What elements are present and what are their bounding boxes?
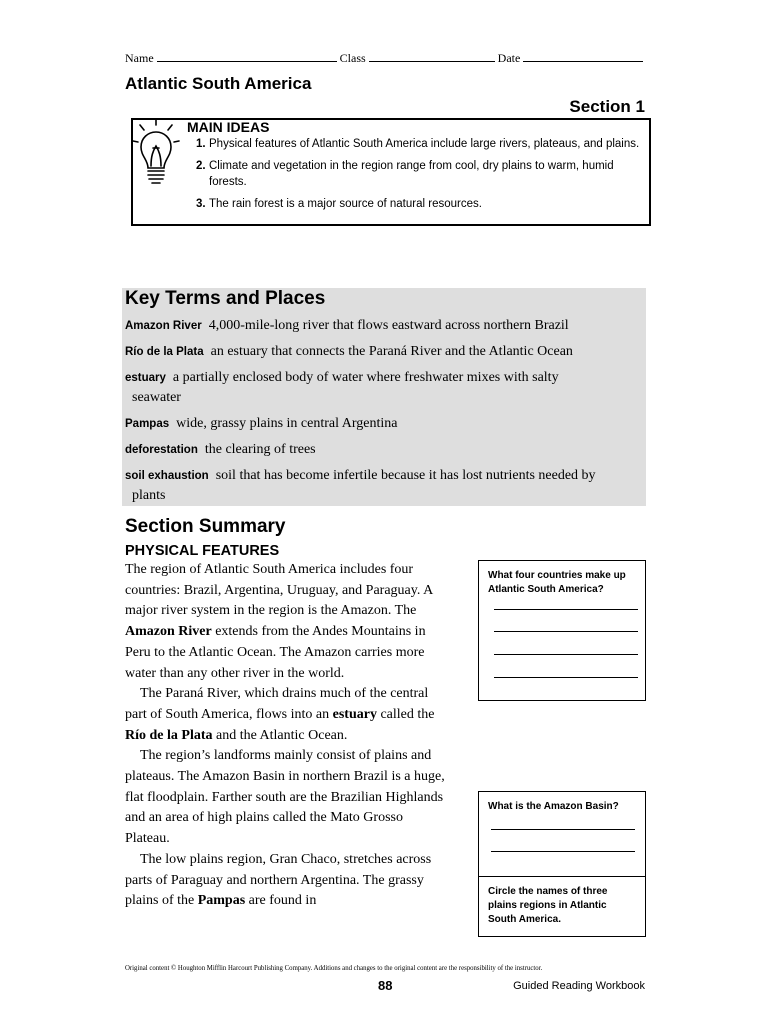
key-term: deforestation: [125, 444, 198, 456]
text-run: extends from the Andes Mountains in Peru to the Atlantic Ocean. The Amazon carries more water than any other river in the world.: [125, 624, 426, 681]
main-idea-text: Physical features of Atlantic South America include large rivers, plateaus, and plains.: [209, 138, 640, 150]
question-box: [478, 876, 646, 937]
text-run: called the: [376, 706, 435, 722]
lightbulb-icon: [131, 118, 181, 188]
answer-line[interactable]: [494, 677, 638, 678]
key-term-definition-continued: seawater: [132, 390, 181, 405]
main-idea-text: Climate and vegetation in the region range from cool, dry plains to warm, humid forests.: [209, 160, 614, 188]
date-label: Date: [497, 51, 521, 65]
main-idea-text: The rain forest is a major source of natural resources.: [209, 198, 482, 210]
summary-paragraph: The region’s landforms mainly consist of plains and plateaus. The Amazon Basin in northern Brazil is a huge, flat floodplain. Farther south are the Brazilian Highlands and an area of high plains called the Mato Grosso Plateau.: [125, 748, 445, 847]
copyright-note: Original content © Houghton Mifflin Harcourt Publishing Company. Additions and changes to the original content are the responsibility of the instructor.: [125, 965, 543, 972]
main-ideas-heading: MAIN IDEAS: [187, 119, 270, 135]
main-idea-number: 2.: [196, 160, 206, 172]
key-term-inline: Pampas: [197, 893, 246, 909]
page-number: 88: [378, 978, 393, 993]
key-term-definition: wide, grassy plains in central Argentina: [176, 416, 398, 431]
key-term-definition: 4,000-mile-long river that flows eastward across northern Brazil: [208, 318, 569, 333]
physical-features-subheading: PHYSICAL FEATURES: [125, 543, 280, 559]
name-blank[interactable]: [157, 51, 337, 62]
question-box: [478, 560, 646, 701]
section-label: Section 1: [569, 97, 645, 116]
main-idea-item: [196, 158, 651, 190]
key-term-row: [125, 368, 640, 408]
date-blank[interactable]: [523, 51, 643, 62]
class-label: Class: [339, 51, 366, 65]
answer-line[interactable]: [494, 609, 638, 610]
key-terms-heading: Key Terms and Places: [125, 288, 326, 309]
key-term-row: [125, 414, 640, 434]
key-term-row: [125, 342, 640, 362]
key-term-definition: the clearing of trees: [204, 442, 316, 457]
key-term-definition: a partially enclosed body of water where freshwater mixes with salty: [172, 370, 559, 385]
key-term-inline: Amazon River: [125, 624, 212, 640]
text-run: and the Atlantic Ocean.: [212, 727, 348, 743]
main-ideas-list: [196, 136, 651, 218]
question-box: [478, 791, 646, 877]
key-term: soil exhaustion: [125, 470, 209, 482]
class-blank[interactable]: [369, 51, 495, 62]
answer-line[interactable]: [491, 851, 635, 852]
key-term-row: [125, 440, 640, 460]
workbook-title: Guided Reading Workbook: [513, 980, 645, 992]
chapter-title: Atlantic South America: [125, 74, 312, 93]
key-terms-list: [125, 316, 640, 512]
key-term-inline: Río de la Plata: [125, 727, 213, 743]
key-term-row: [125, 466, 640, 506]
question-text: What is the Amazon Basin?: [488, 801, 619, 812]
main-idea-item: [196, 196, 651, 212]
key-term: Río de la Plata: [125, 346, 204, 358]
key-term-definition: soil that has become infertile because it has lost nutrients needed by: [215, 468, 596, 483]
summary-paragraph: [125, 850, 447, 912]
key-term: Pampas: [125, 418, 170, 430]
key-term: Amazon River: [125, 320, 202, 332]
question-text: What four countries make up Atlantic South America?: [488, 570, 626, 595]
name-label: Name: [125, 51, 154, 65]
main-idea-item: [196, 136, 651, 152]
question-text: Circle the names of three plains regions in Atlantic South America.: [488, 886, 608, 925]
key-term-inline: estuary: [332, 706, 377, 722]
text-run: The region of Atlantic South America includes four countries: Brazil, Argentina, Uruguay, and Paraguay. A major river system in the region is the Amazon. The: [125, 562, 433, 619]
answer-line[interactable]: [494, 654, 638, 655]
main-idea-number: 1.: [196, 138, 206, 150]
summary-paragraph: [125, 560, 447, 684]
summary-paragraph: [125, 684, 447, 746]
text-run: are found in: [245, 893, 317, 909]
key-term-definition: an estuary that connects the Paraná River and the Atlantic Ocean: [210, 344, 573, 359]
answer-line[interactable]: [494, 631, 638, 632]
text-run: The low plains region, Gran Chaco, stretches across parts of Paraguay and northern Argentina. The grassy plains of the: [125, 851, 432, 909]
summary-body: [125, 560, 447, 912]
main-idea-number: 3.: [196, 198, 206, 210]
section-summary-heading: Section Summary: [125, 516, 286, 537]
key-term-row: [125, 316, 640, 336]
header-fields: [125, 51, 643, 66]
text-run: The Paraná River, which drains much of the central part of South America, flows into an: [125, 686, 429, 722]
answer-line[interactable]: [491, 829, 635, 830]
key-term-definition-continued: plants: [132, 488, 166, 503]
key-term: estuary: [125, 372, 166, 384]
